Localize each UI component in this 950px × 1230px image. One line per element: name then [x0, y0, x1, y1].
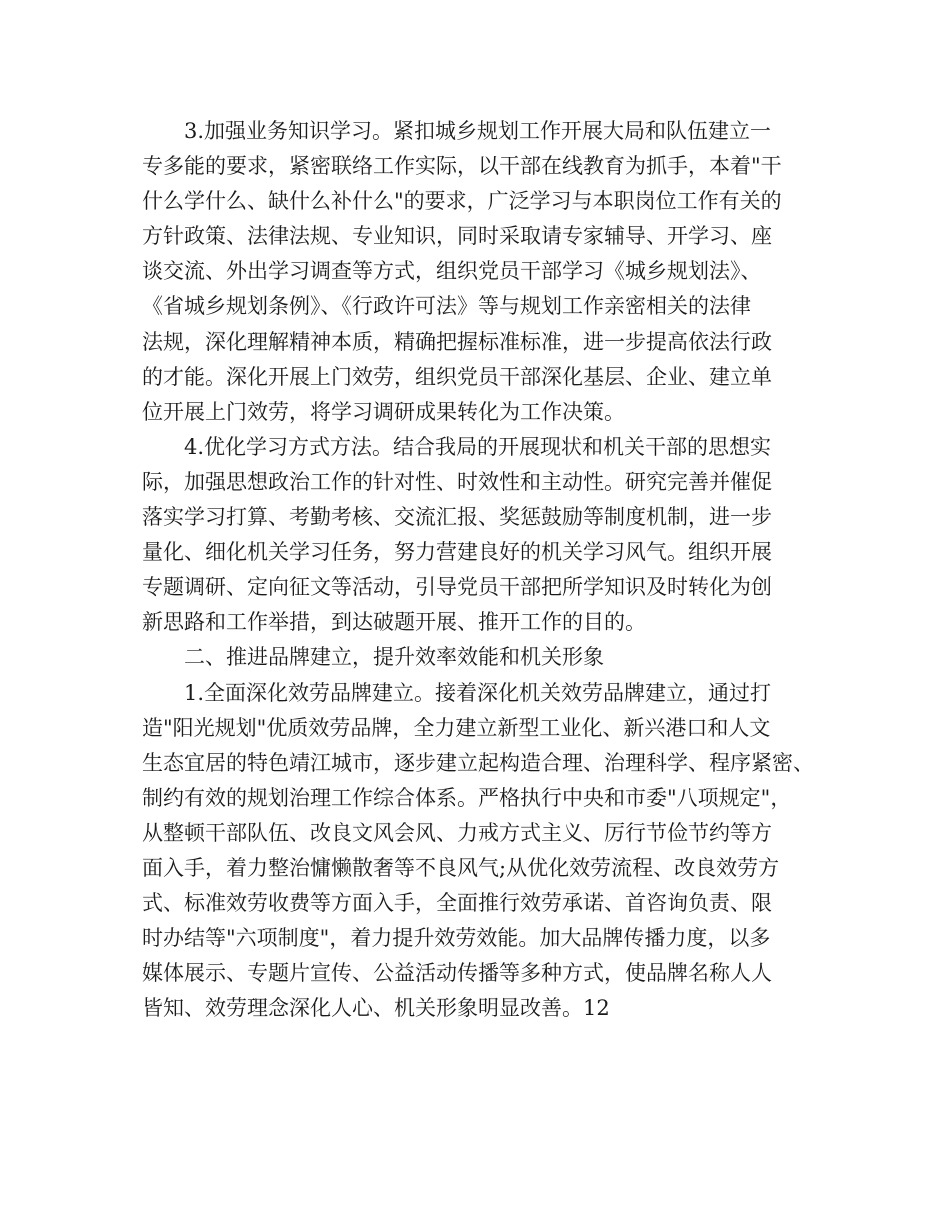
- paragraph-line: 式、标准效劳收费等方面入手，全面推行效劳承诺、首咨询负责、限: [142, 891, 772, 916]
- paragraph-line: 什么学什么、缺什么补什么"的要求，广泛学习与本职岗位工作有关的: [142, 189, 782, 214]
- paragraph-line: 专题调研、定向征文等活动，引导党员干部把所学知识及时转化为创: [142, 575, 772, 600]
- paragraph-line: 4.优化学习方式方法。结合我局的开展现状和机关干部的思想实: [184, 434, 772, 459]
- paragraph-line: 皆知、效劳理念深化人心、机关形象明显改善。12: [142, 996, 610, 1021]
- paragraph-line: 量化、细化机关学习任务，努力营建良好的机关学习风气。组织开展: [142, 540, 772, 565]
- paragraph-line: 面入手，着力整治慵懒散奢等不良风气;从优化效劳流程、改良效劳方: [142, 855, 780, 880]
- paragraph-line: 生态宜居的特色靖江城市，逐步建立起构造合理、治理科学、程序紧密、: [142, 750, 814, 775]
- paragraph-line: 位开展上门效劳，将学习调研成果转化为工作决策。: [142, 399, 625, 424]
- section-heading: 二、推进品牌建立，提升效率效能和机关形象: [184, 645, 604, 670]
- paragraph-line: 谈交流、外出学习调查等方式，组织党员干部学习《城乡规划法》、: [142, 259, 762, 284]
- paragraph-line: 际，加强思想政治工作的针对性、时效性和主动性。研究完善并催促: [142, 469, 772, 494]
- paragraph-line: 从整顿干部队伍、改良文风会风、力戒方式主义、厉行节俭节约等方: [142, 820, 772, 845]
- paragraph-line: 新思路和工作举措，到达破题开展、推开工作的目的。: [142, 610, 646, 635]
- paragraph-line: 法规，深化理解精神本质，精确把握标准标准，进一步提高依法行政: [142, 329, 772, 354]
- document-body: [142, 114, 832, 1026]
- paragraph-line: 造"阳光规划"优质效劳品牌，全力建立新型工业化、新兴港口和人文: [142, 715, 771, 740]
- paragraph-line: 的才能。深化开展上门效劳，组织党员干部深化基层、企业、建立单: [142, 364, 772, 389]
- paragraph-line: 制约有效的规划治理工作综合体系。严格执行中央和市委"八项规定"，: [142, 785, 792, 810]
- paragraph-line: 时办结等"六项制度"，着力提升效劳效能。加大品牌传播力度，以多: [142, 926, 771, 951]
- paragraph-line: 专多能的要求，紧密联络工作实际，以干部在线教育为抓手，本着"干: [142, 154, 782, 179]
- paragraph-line: 3.加强业务知识学习。紧扣城乡规划工作开展大局和队伍建立一: [184, 119, 772, 143]
- paragraph-line: 《省城乡规划条例》、《行政许可法》等与规划工作亲密相关的法律: [142, 294, 751, 319]
- paragraph-line: 方针政策、法律法规、专业知识，同时采取请专家辅导、开学习、座: [142, 224, 772, 249]
- paragraph-line: 落实学习打算、考勤考核、交流汇报、奖惩鼓励等制度机制，进一步: [142, 505, 772, 530]
- paragraph-line: 媒体展示、专题片宣传、公益活动传播等多种方式，使品牌名称人人: [142, 961, 772, 986]
- paragraph-line: 1.全面深化效劳品牌建立。接着深化机关效劳品牌建立，通过打: [184, 680, 772, 705]
